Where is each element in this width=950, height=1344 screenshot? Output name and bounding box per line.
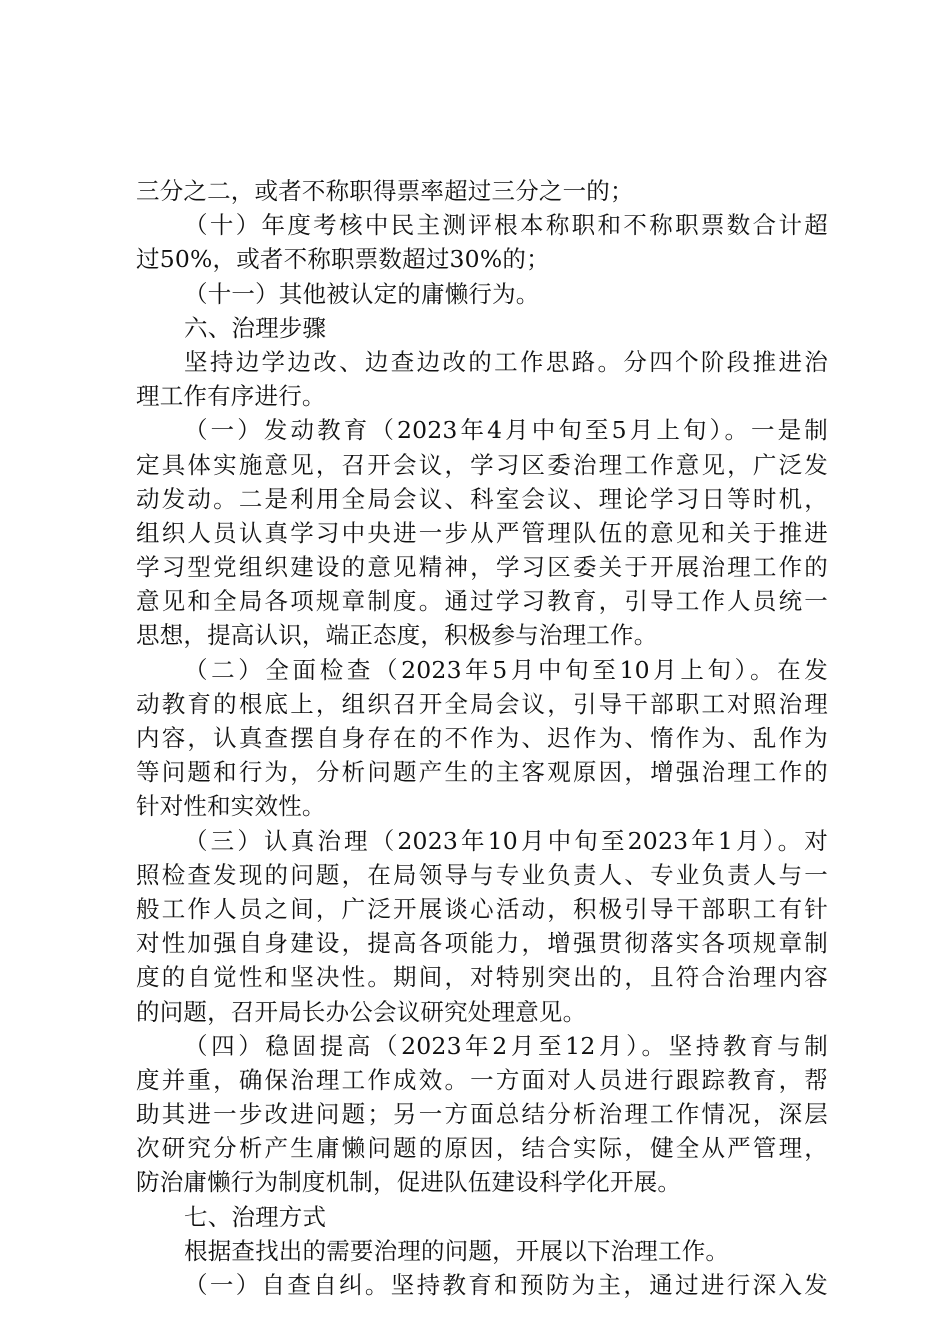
text-line: （十一）其他被认定的庸懒行为。 xyxy=(184,279,540,308)
text-line: 等问题和行为，分析问题产生的主客观原因，增强治理工作的 xyxy=(136,758,828,787)
text-line: 过50%，或者不称职票数超过30%的； xyxy=(136,245,550,274)
text-line: 理工作有序进行。 xyxy=(136,382,326,411)
text-line: 坚持边学边改、边查边改的工作思路。分四个阶段推进治 xyxy=(184,347,828,376)
text-line: （二）全面检查（2023年5月中旬至10月上旬）。在发 xyxy=(184,655,828,684)
text-line: 动发动。二是利用全局会议、科室会议、理论学习日等时机， xyxy=(136,484,828,513)
text-line: 动教育的根底上，组织召开全局会议，引导干部职工对照治理 xyxy=(136,689,828,718)
text-line: 照检查发现的问题，在局领导与专业负责人、专业负责人与一 xyxy=(136,860,828,889)
text-line: 度并重，确保治理工作成效。一方面对人员进行跟踪教育，帮 xyxy=(136,1065,828,1094)
text-line: 意见和全局各项规章制度。通过学习教育，引导工作人员统一 xyxy=(136,587,828,616)
text-line: （四）稳固提高（2023年2月至12月）。坚持教育与制 xyxy=(184,1031,828,1060)
text-line: 三分之二，或者不称职得票率超过三分之一的； xyxy=(136,177,634,205)
text-line: 防治庸懒行为制度机制，促进队伍建设科学化开展。 xyxy=(136,1168,682,1197)
text-line: 度的自觉性和坚决性。期间，对特别突出的，且符合治理内容 xyxy=(136,963,828,992)
text-line: （一）自查自纠。坚持教育和预防为主，通过进行深入发 xyxy=(184,1271,828,1299)
text-line: 针对性和实效性。 xyxy=(136,792,326,821)
text-line: （十）年度考核中民主测评根本称职和不称职票数合计超 xyxy=(184,211,828,240)
section-heading: 六、治理步骤 xyxy=(184,313,327,342)
text-line: 内容，认真查摆自身存在的不作为、迟作为、惰作为、乱作为 xyxy=(136,724,828,752)
text-line: 次研究分析产生庸懒问题的原因，结合实际，健全从严管理， xyxy=(136,1134,828,1163)
section-heading: 七、治理方式 xyxy=(184,1202,327,1231)
text-line: 组织人员认真学习中央进一步从严管理队伍的意见和关于推进 xyxy=(136,518,828,547)
text-line: 根据查找出的需要治理的问题，开展以下治理工作。 xyxy=(184,1236,730,1265)
text-line: 助其进一步改进问题；另一方面总结分析治理工作情况，深层 xyxy=(136,1100,828,1129)
text-line: 思想，提高认识，端正态度，积极参与治理工作。 xyxy=(136,621,658,650)
document-page xyxy=(136,174,828,1302)
text-line: 学习型党组织建设的意见精神，学习区委关于开展治理工作的 xyxy=(136,553,828,582)
text-line: （一）发动教育（2023年4月中旬至5月上旬）。一是制 xyxy=(184,416,828,445)
text-line: 对性加强自身建设，提高各项能力，增强贯彻落实各项规章制 xyxy=(136,929,828,958)
text-line: 的问题，召开局长办公会议研究处理意见。 xyxy=(136,997,587,1026)
text-line: 般工作人员之间，广泛开展谈心活动，积极引导干部职工有针 xyxy=(136,894,828,923)
text-line: （三）认真治理（2023年10月中旬至2023年1月）。对 xyxy=(184,826,828,855)
text-line: 定具体实施意见，召开会议，学习区委治理工作意见，广泛发 xyxy=(136,450,828,479)
